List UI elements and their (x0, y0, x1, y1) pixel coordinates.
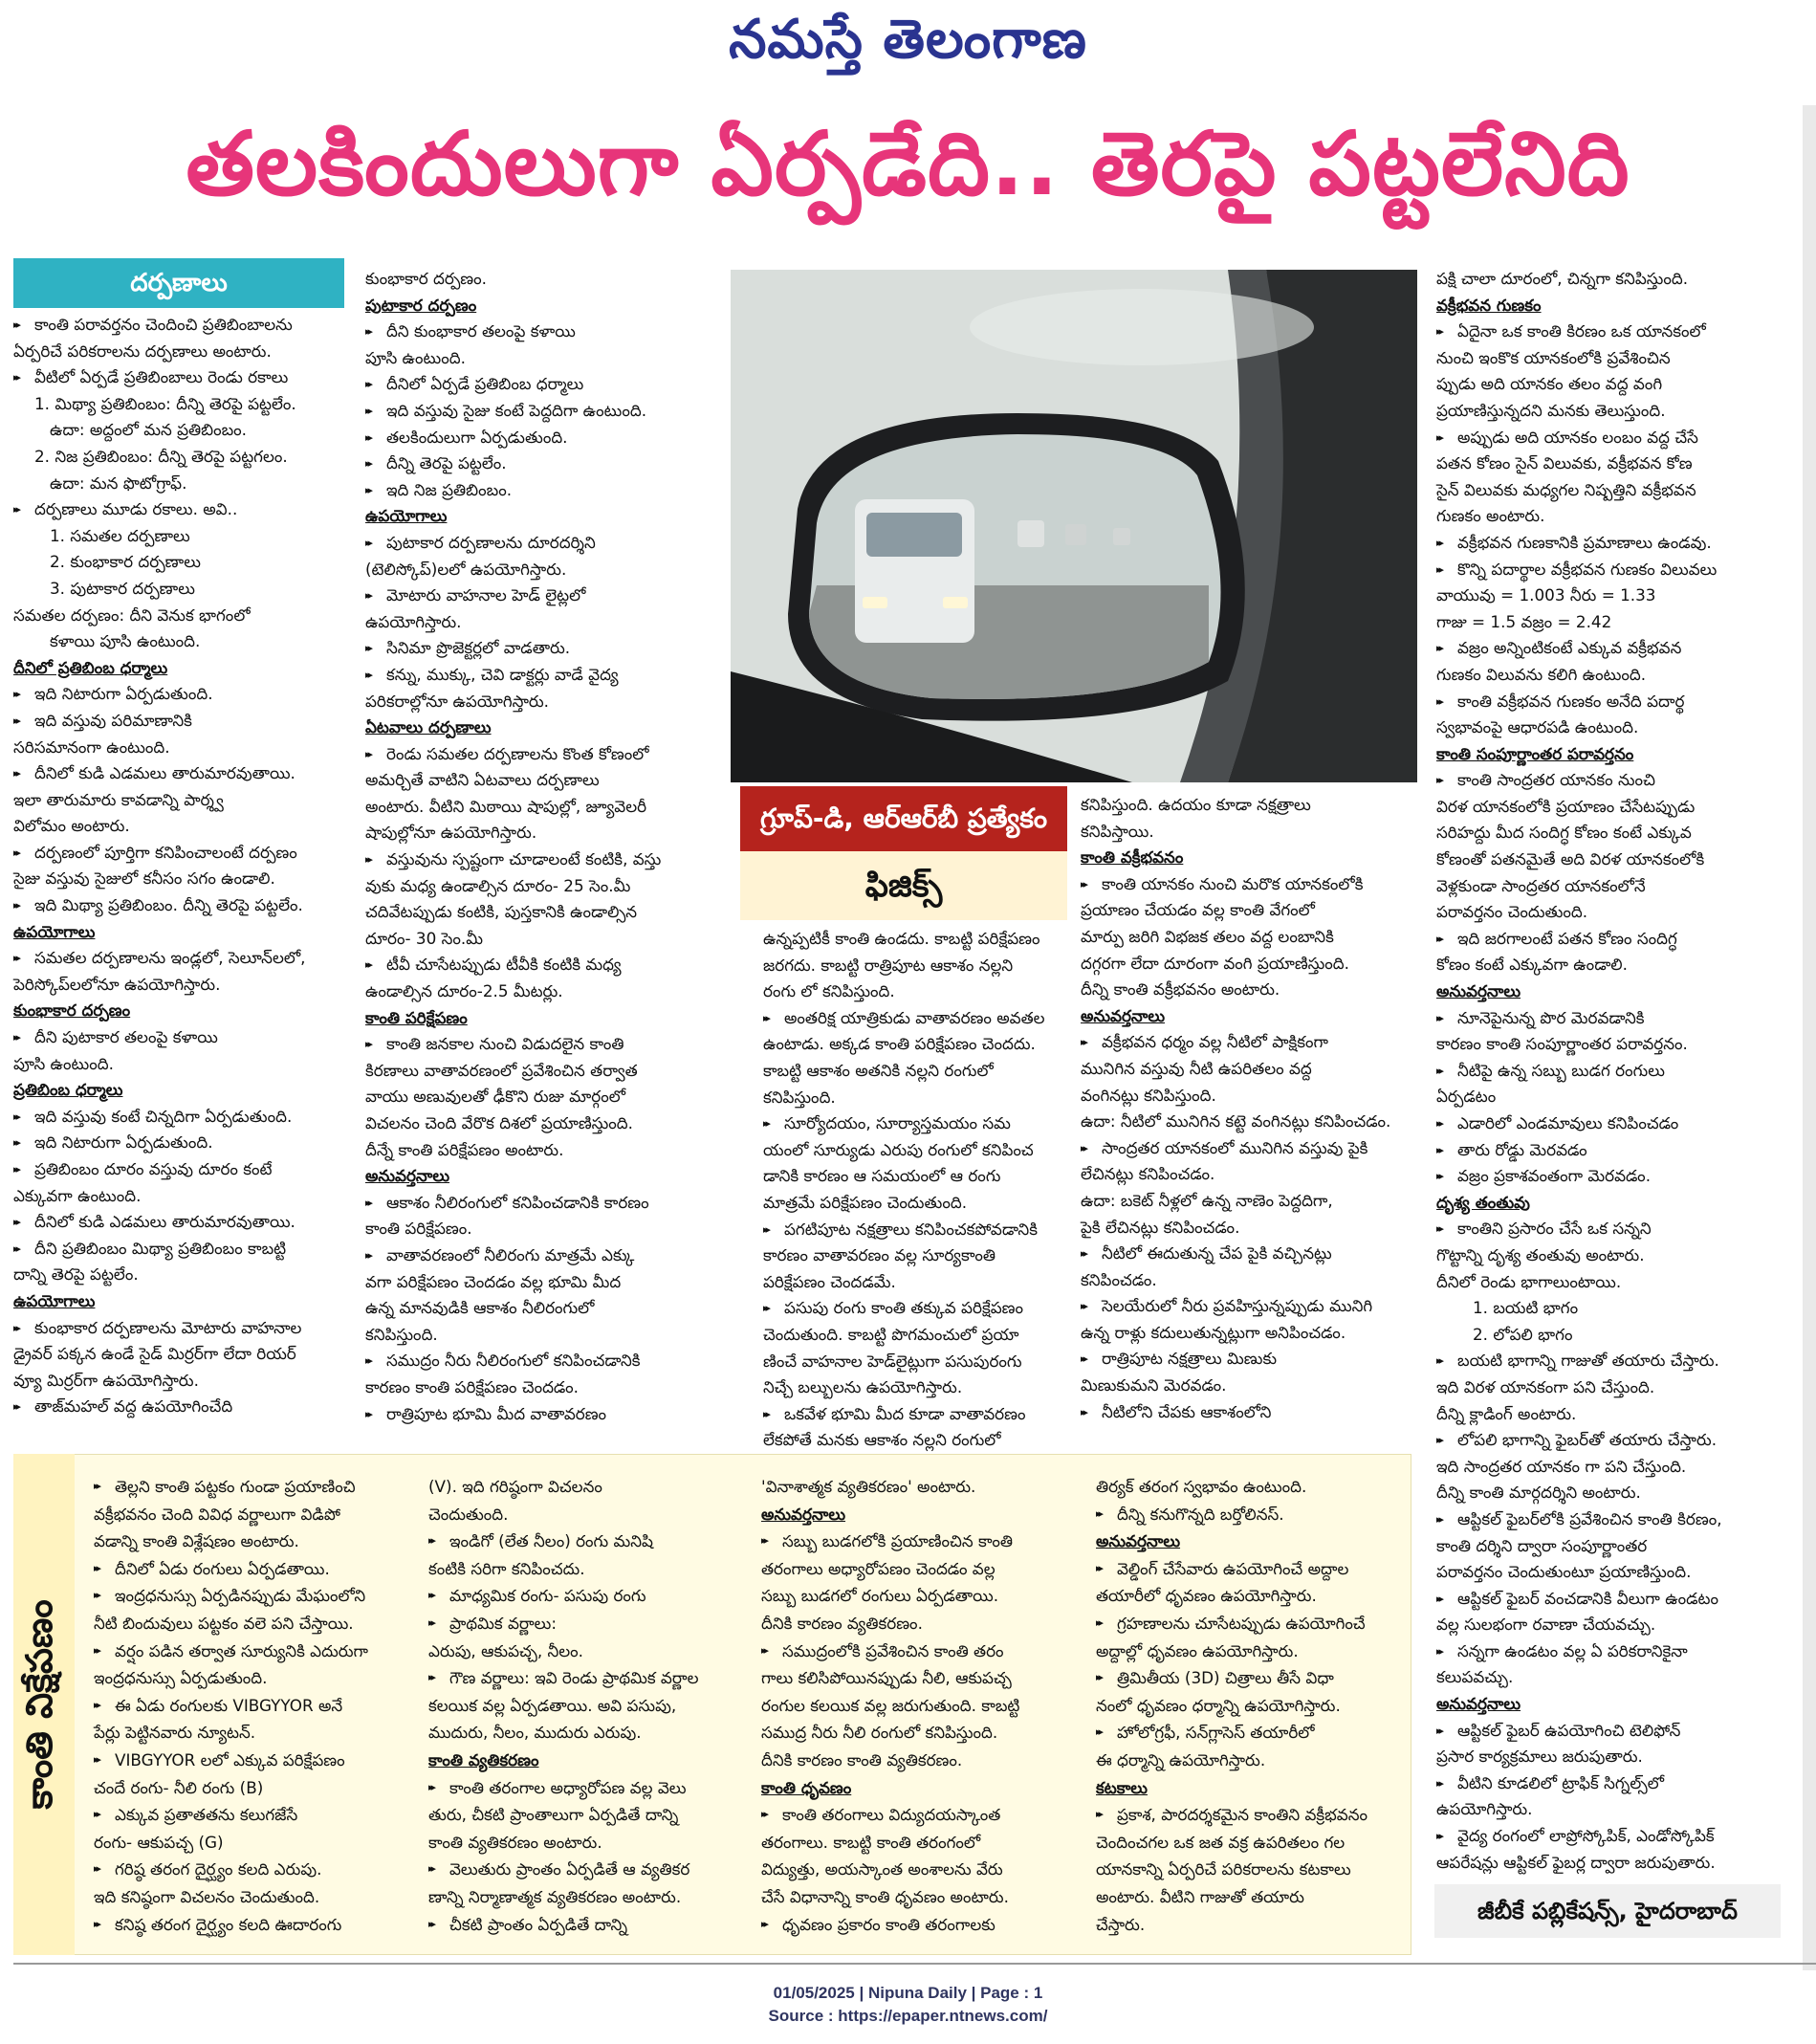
text-line: కారణం వాతావరణం వల్ల సూర్యకాంతి (763, 1245, 996, 1265)
bullet-item: ▸▸ హోలోగ్రఫీ, సన్‌గ్లాసెస్ తయారీలో (1096, 1719, 1404, 1747)
text-line: చెందుతుంది. (428, 1504, 509, 1524)
special-edition-banner: గ్రూప్-డి, ఆర్ఆర్‌బీ ప్రత్యేకం (740, 786, 1067, 851)
section-heading: దృశ్య తంతువు (1436, 1192, 1530, 1212)
text-line: లేచినట్లు కనిపించడం. (1081, 1164, 1215, 1184)
text-line: ఉపయోగిస్తారు. (365, 611, 462, 631)
text-line: ఉదా: మన ఫొటోగ్రాఫ్. (50, 473, 187, 493)
bullet-item: ▸▸ దీనిలో కుడి ఎడమలు తారుమారవుతాయి. (13, 760, 348, 787)
text-line: పూసి ఉంటుంది. (13, 1053, 114, 1073)
section-heading: కాంతి వ్యతికరణం (428, 1749, 539, 1769)
bullet-item: ▸▸ పుటాకార దర్పణాలను దూరదర్శిని (365, 530, 710, 557)
bullet-item: ▸▸ వజ్రం ప్రకాశవంతంగా మెరవడం. (1436, 1163, 1781, 1190)
text-line: అంటారు. వీటిని గాజుతో తయారు (1096, 1886, 1304, 1906)
text-line: డ్రైవర్ పక్కన ఉండే సైడ్ మిర్రర్‌గా లేదా రియర్ (13, 1344, 296, 1364)
text-line: పరావర్తనం చెందుతుంటూ ప్రయాణిస్తుంది. (1436, 1562, 1692, 1582)
text-line: విచలనం చెంది వేరొక దిశలో ప్రయాణిస్తుంది. (365, 1113, 633, 1132)
page-footer (0, 1982, 1816, 2028)
bullet-item: ▸▸ మోటారు వాహనాల హెడ్ లైట్లలో (365, 582, 710, 609)
text-line: పక్షి చాలా దూరంలో, చిన్నగా కనిపిస్తుంది. (1436, 269, 1689, 288)
text-line: కాంతి దర్శిని ద్వారా సంపూర్ణాంతర (1436, 1535, 1648, 1555)
section-heading: కాంతి ధృవణం (761, 1777, 852, 1797)
text-line: దాన్ని తెరపై పట్టలేం. (13, 1264, 139, 1285)
text-line: చెందించగల ఒక జత వక్ర ఉపరితలం గల (1096, 1832, 1346, 1852)
text-line: కోణం కంటే ఎక్కువగా ఉండాలి. (1436, 955, 1628, 975)
section-heading: వక్రీభవన గుణకం (1436, 295, 1542, 315)
section-heading: ప్రతిబింబ ధర్మాలు (13, 1080, 123, 1100)
text-line: కనిపిస్తుంది. ఉదయం కూడా నక్షత్రాలు (1081, 795, 1311, 814)
text-line: సమతల దర్పణం: దీని వెనుక భాగంలో (13, 604, 251, 625)
text-line: (టెలిస్కోప్)లలో ఉపయోగిస్తారు. (365, 559, 567, 579)
text-line: స్వభావంపై ఆధారపడి ఉంటుంది. (1436, 717, 1639, 737)
bullet-item: ▸▸ ఇంద్రధనుస్సు ఏర్పడినప్పుడు మేఘంలోని (94, 1582, 409, 1610)
bullet-item: ▸▸ కాంతిని ప్రసారం చేసే ఒక సన్నని (1436, 1216, 1781, 1242)
text-line: వడాన్ని కాంతి విశ్లేషణం అంటారు. (94, 1531, 299, 1551)
bullet-item: ▸▸ బయటి భాగాన్ని గాజుతో తయారు చేస్తారు. (1436, 1348, 1781, 1374)
text-line: మార్పు జరిగి విభజక తలం వద్ద లంబానికి (1081, 926, 1334, 946)
bullet-item: ▸▸ దీనిలో ఏడు రంగులు ఏర్పడతాయి. (94, 1555, 409, 1583)
text-line: నుంచి ఇంకొక యానకంలోకి ప్రవేశించిన (1436, 347, 1671, 367)
bullet-item: ▸▸ ఇండిగో (లేత నీలం) రంగు మనిషి (428, 1528, 738, 1555)
section-heading: పుటాకార దర్పణం (365, 295, 477, 315)
text-line: సముద్ర నీరు నీలి రంగులో కనిపిస్తుంది. (761, 1723, 998, 1743)
text-line: ఇలా తారుమారు కావడాన్ని పార్శ్వ (13, 789, 224, 809)
text-line: ఈ ధర్మాన్ని ఉపయోగిస్తారు. (1096, 1749, 1266, 1769)
text-line: 1. సమతల దర్పణాలు (50, 525, 190, 545)
text-line: కనిపిస్తుంది. (365, 1324, 438, 1344)
text-line: మిణుకుమని మెరవడం. (1081, 1375, 1227, 1396)
footer-source-line: Source : https://epaper.ntnews.com/ (768, 2007, 1048, 2025)
bullet-item: ▸▸ వర్షం పడిన తర్వాత సూర్యునికి ఎదురుగా (94, 1637, 409, 1665)
text-line: పూసి ఉంటుంది. (365, 347, 466, 367)
bullet-item: ▸▸ ఆప్టికల్ ఫైబర్ వంచడానికి వీలుగా ఉండటం (1436, 1586, 1781, 1613)
text-line: వల్ల సులభంగా రవాణా చేయవచ్చు. (1436, 1615, 1656, 1635)
bullet-item: ▸▸ దీని ప్రతిబింబం మిథ్యా ప్రతిబింబం కాబట్టి (13, 1236, 348, 1263)
bullet-item: ▸▸ ఇది నిజ ప్రతిబింబం. (365, 477, 710, 504)
bullet-item: ▸▸ గరిష్ఠ తరంగ దైర్ఘ్యం కలది ఎరుపు. (94, 1856, 409, 1883)
bullet-item: ▸▸ ఆప్టికల్ ఫైబర్ ఉపయోగించి టెలిఫోన్ (1436, 1718, 1781, 1745)
bullet-item: ▸▸ నీటిపై ఉన్న సబ్బు బుడగ రంగులు (1436, 1058, 1781, 1085)
text-line: విరళ యానకంలోకి ప్రయాణం చేసేటప్పుడు (1436, 796, 1696, 816)
section-heading: అనువర్తనాలు (365, 1166, 450, 1186)
bullet-item: ▸▸ వజ్రం అన్నింటికంటే ఎక్కువ వక్రీభవన (1436, 635, 1781, 662)
text-line: ఉన్నప్పటికీ కాంతి ఉండదు. కాబట్టి పరిక్షేపణం (763, 929, 1040, 948)
bullet-item: ▸▸ వక్రీభవన ధర్మం వల్ల నీటిలో పాక్షికంగా (1081, 1029, 1417, 1056)
text-line: కుంభాకార దర్పణం. (365, 269, 487, 288)
bullet-item: ▸▸ ప్రకాశ, పారదర్శకమైన కాంతిని వక్రీభవనం (1096, 1801, 1404, 1829)
text-line: మునిగిన వస్తువు నీటి ఉపరితలం వద్ద (1081, 1058, 1312, 1078)
text-line: పతన కోణం సైన్ విలువకు, వక్రీభవన కోణ (1436, 453, 1693, 473)
bullet-item: ▸▸ త్రిమితీయ (3D) చిత్రాలు తీసే విధా (1096, 1664, 1404, 1692)
footer-date-line: 01/05/2025 | Nipuna Daily | Page : 1 (773, 1984, 1043, 2002)
bullet-item: ▸▸ తాజ్‌మహల్ వద్ద ఉపయోగించేది (13, 1394, 348, 1420)
text-line: దీన్ని క్లాడింగ్ అంటారు. (1436, 1403, 1577, 1423)
bullet-item: ▸▸ తలకిందులుగా ఏర్పడుతుంది. (365, 425, 710, 451)
text-line: మాత్రమే పరిక్షేపణం చెందుతుంది. (763, 1192, 968, 1212)
bullet-item: ▸▸ తెల్లని కాంతి పట్టకం గుండా ప్రయాణించి (94, 1473, 409, 1501)
box-column-3 (761, 1473, 1083, 1938)
text-line: 2. నిజ ప్రతిబింబం: దీన్ని తెరపై పట్టగలం. (34, 446, 288, 466)
bullet-item: ▸▸ ఇది జరగాలంటే పతన కోణం సందిగ్ధ (1436, 926, 1781, 953)
text-line: కనిపిస్తాయి. (1081, 821, 1154, 841)
bullet-item: ▸▸ ఒకవేళ భూమి మీద కూడా వాతావరణం (763, 1401, 1065, 1428)
text-line: అద్దాల్లో ధృవణం ఉపయోగిస్తారు. (1096, 1640, 1299, 1660)
bullet-item: ▸▸ ఇది నిటారుగా ఏర్పడుతుంది. (13, 681, 348, 708)
text-line: పరికరాల్లోనూ ఉపయోగిస్తారు. (365, 691, 550, 711)
bullet-item: ▸▸ నూనెపైనున్న పొర మెరవడానికి (1436, 1005, 1781, 1032)
bullet-item: ▸▸ వెలుతురు ప్రాంతం ఏర్పడితే ఆ వ్యతికర (428, 1856, 738, 1883)
text-line: యంలో సూర్యుడు ఎరుపు రంగులో కనిపించ (763, 1139, 1034, 1159)
dispersion-box-label (13, 1454, 75, 1955)
section-heading: కాంతి సంపూర్ణాంతర పరావర్తనం (1436, 743, 1634, 763)
text-line: సైన్ విలువకు మధ్యగల నిష్పత్తిని వక్రీభవన (1436, 479, 1696, 499)
bullet-item: ▸▸ దీని కుంభాకార తలంపై కళాయి (365, 319, 710, 345)
text-line: ఉదా: బకెట్ నీళ్లలో ఉన్న నాణెం పెద్దదిగా, (1081, 1190, 1333, 1210)
text-line: పెరిస్కోప్‌లలోనూ ఉపయోగిస్తారు. (13, 974, 221, 994)
text-line: ఇది సాంద్రతర యానకం గా పని చేస్తుంది. (1436, 1456, 1687, 1476)
bullet-item: ▸▸ కుంభాకార దర్పణాలను మోటారు వాహనాల (13, 1315, 348, 1342)
text-line: ముదురు, నీలం, ముదురు ఎరుపు. (428, 1723, 642, 1743)
text-line: వక్రీభవనం చెంది వివిధ వర్ణాలుగా విడిపో (94, 1504, 340, 1524)
text-line: విద్యుత్తు, అయస్కాంత అంశాలను వేరు (761, 1859, 1003, 1879)
text-line: దీన్ని కాంతి మార్గదర్శిని అంటారు. (1436, 1483, 1641, 1503)
bullet-item: ▸▸ అప్పుడు అది యానకం లంబం వద్ద చేసే (1436, 425, 1781, 451)
text-line: 'వినాశాత్మక వ్యతికరణం' అంటారు. (761, 1477, 976, 1496)
bullet-item: ▸▸ సబ్బు బుడగలోకి ప్రయాణించిన కాంతి (761, 1528, 1083, 1555)
text-line: కాంతి వ్యతికరణం అంటారు. (428, 1832, 602, 1852)
section-heading: అనువర్తనాలు (1436, 981, 1521, 1001)
text-line: లేకపోతే మనకు ఆకాశం నల్లని రంగులో (763, 1430, 1001, 1450)
publisher-credit: జీబీకే పబ్లికేషన్స్, హైదరాబాద్ (1434, 1884, 1781, 1938)
bullet-item: ▸▸ చీకటి ప్రాంతం ఏర్పడితే దాన్ని (428, 1911, 738, 1939)
rearview-mirror-photo (731, 270, 1417, 782)
text-line: ఏర్పడటం (1436, 1087, 1497, 1107)
bullet-item: ▸▸ ఇది వస్తువు సైజు కంటే పెద్దదిగా ఉంటుంది. (365, 398, 710, 425)
bullet-item: ▸▸ రాత్రిపూట నక్షత్రాలు మిణుకు (1081, 1346, 1417, 1373)
bullet-item: ▸▸ ఈ ఏడు రంగులకు VIBGYYOR అనే (94, 1692, 409, 1720)
bullet-item: ▸▸ సూర్యోదయం, సూర్యాస్తమయం సమ (763, 1110, 1065, 1137)
text-line: సైజు వస్తువు సైజులో కనీసం సగం ఉండాలి. (13, 868, 275, 889)
bullet-item: ▸▸ కాంతి తరంగాల అధ్యారోపణ వల్ల వెలు (428, 1774, 738, 1802)
text-line: సరిహద్దు మీద సందిగ్ధ కోణం కంటే ఎక్కువ (1436, 823, 1692, 843)
bullet-item: ▸▸ పగటిపూట నక్షత్రాలు కనిపించకపోవడానికి (763, 1217, 1065, 1243)
text-line: దీన్ని కాంతి వక్రీభవనం అంటారు. (1081, 979, 1280, 1000)
section-heading: ఉపయోగాలు (13, 921, 96, 941)
bullet-item: ▸▸ తారు రోడ్డు మెరవడం (1436, 1137, 1781, 1164)
text-line: ప్రసార కార్యక్రమాలు జరుపుతారు. (1436, 1747, 1643, 1767)
bullet-item: ▸▸ టీవీ చూసేటప్పుడు టీవీకి కంటికి మధ్య (365, 952, 710, 978)
bullet-item: ▸▸ వాతావరణంలో నీలిరంగు మాత్రమే ఎక్కు (365, 1242, 710, 1269)
bullet-item: ▸▸ కాంతి పరావర్తనం చెందించి ప్రతిబింబాలను (13, 312, 348, 339)
text-line: కలయిక వల్ల ఏర్పడతాయి. అవి పసుపు, (428, 1695, 677, 1715)
text-line: డానికి కారణం ఆ సమయంలో ఆ రంగు (763, 1166, 1001, 1186)
bullet-item: ▸▸ దీన్ని తెరపై పట్టలేం. (365, 451, 710, 477)
text-line: గాజు = 1.5 వజ్రం = 2.42 (1436, 611, 1612, 631)
text-line: ఏర్పరిచే పరికరాలను దర్పణాలు అంటారు. (13, 341, 272, 361)
text-line: సబ్బు బుడగలో రంగులు ఏర్పడతాయి. (761, 1586, 999, 1606)
text-line: సరిసమానంగా ఉంటుంది. (13, 736, 170, 757)
text-line: చందే రంగు- నీలి రంగు (B) (94, 1777, 264, 1797)
text-line: చదివేటప్పుడు కంటికి, పుస్తకానికి ఉండాల్సిన (365, 902, 638, 922)
text-line: దీనిలో రెండు భాగాలుంటాయి. (1436, 1271, 1622, 1291)
text-line: అంటారు. వీటిని మిఠాయి షాపుల్లో, జ్యూవెలరీ (365, 796, 647, 816)
text-line: వ్యూ మిర్రర్‌గా ఉపయోగిస్తారు. (13, 1370, 199, 1390)
text-line: పేర్లు పెట్టినవారు న్యూటన్. (94, 1723, 256, 1743)
text-line: ఆపరేషన్లు ఆప్టికల్ ఫైబర్ల ద్వారా జరుపుతారు. (1436, 1852, 1716, 1872)
bullet-item: ▸▸ కన్ను, ముక్కు, చెవి డాక్టర్లు వాడే వైద్య (365, 662, 710, 689)
bullet-item: ▸▸ సెలయేరులో నీరు ప్రవహిస్తున్నప్పుడు మునిగి (1081, 1293, 1417, 1320)
bullet-item: ▸▸ గ్రహణాలను చూసేటప్పుడు ఉపయోగించే (1096, 1610, 1404, 1637)
vertical-label-text: కాంతి విక్షేపణం (18, 1599, 60, 1810)
text-line: కారణం కాంతి సంపూర్ణాంతర పరావర్తనం. (1436, 1034, 1688, 1054)
bullet-item: ▸▸ సముద్రం నీరు నీలిరంగులో కనిపించడానికి (365, 1348, 710, 1374)
bullet-item: ▸▸ కొన్ని పదార్థాల వక్రీభవన గుణకం విలువలు (1436, 557, 1781, 583)
text-line: ణాన్ని నిర్మాణాత్మక వ్యతికరణం అంటారు. (428, 1886, 682, 1906)
masthead-logo: నమస్తే తెలంగాణ (729, 8, 1087, 71)
bullet-item: ▸▸ గౌణ వర్ణాలు: ఇవి రెండు ప్రాథమిక వర్ణాల (428, 1664, 738, 1692)
bullet-item: ▸▸ వీటిని కూడలిలో ట్రాఫిక్ సిగ్నల్స్‌లో (1436, 1770, 1781, 1797)
text-line: చేసే విధానాన్ని కాంతి ధృవణం అంటారు. (761, 1886, 1009, 1906)
text-line: వెళ్లకుండా సాంద్రతర యానకంలోనే (1436, 875, 1646, 895)
text-line: ఉదా: నీటిలో మునిగిన కట్టె వంగినట్లు కనిపించడం. (1081, 1111, 1391, 1132)
bullet-item: ▸▸ వైద్య రంగంలో లాప్రోస్కోపిక్, ఎండోస్కోపిక్ (1436, 1823, 1781, 1850)
section-heading: ఉపయోగాలు (13, 1290, 96, 1310)
bullet-item: ▸▸ సినిమా ప్రొజెక్టర్లలో వాడతారు. (365, 635, 710, 662)
footer-rule (13, 1963, 1816, 1965)
bullet-item: ▸▸ కాంతి జనకాల నుంచి విడుదలైన కాంతి (365, 1031, 710, 1058)
text-line: ఉండాల్సిన దూరం-2.5 మీటర్లు. (365, 981, 563, 1001)
text-line: ఇంద్రధనుస్సు ఏర్పడుతుంది. (94, 1668, 268, 1688)
section-heading: దీనిలో ప్రతిబింబ ధర్మాలు (13, 657, 168, 677)
text-line: దూరం- 30 సెం.మీ (365, 928, 483, 948)
bullet-item: ▸▸ దర్పణంలో పూర్తిగా కనిపించాలంటే దర్పణం (13, 840, 348, 867)
text-line: తరంగాలు. కాబట్టి కాంతి తరంగంలో (761, 1832, 981, 1852)
text-line: ణించే వాహనాల హెడ్‌లైట్లుగా పసుపురంగు (763, 1351, 1022, 1371)
bullet-item: ▸▸ లోపలి భాగాన్ని ఫైబర్‌తో తయారు చేస్తారు. (1436, 1427, 1781, 1454)
bullet-item: ▸▸ సన్నగా ఉండటం వల్ల ఏ పరికరానికైనా (1436, 1638, 1781, 1665)
text-line: ఇది కనిష్ఠంగా విచలనం చెందుతుంది. (94, 1886, 320, 1906)
bullet-item: ▸▸ సముద్రంలోకి ప్రవేశించిన కాంతి తరం (761, 1637, 1083, 1665)
bullet-item: ▸▸ ఆకాశం నీలిరంగులో కనిపించడానికి కారణం (365, 1190, 710, 1217)
bullet-item: ▸▸ ఇది నిటారుగా ఏర్పడుతుంది. (13, 1130, 348, 1156)
text-line: గొట్టాన్ని దృశ్య తంతువు అంటారు. (1436, 1244, 1645, 1264)
bullet-item: ▸▸ ప్రాథమిక వర్ణాలు: (428, 1610, 738, 1637)
bullet-item: ▸▸ దీనిలో ఏర్పడే ప్రతిబింబ ధర్మాలు (365, 371, 710, 398)
bullet-item: ▸▸ అంతరిక్ష యాత్రికుడు వాతావరణం అవతల (763, 1005, 1065, 1032)
section-heading: కాంతి వక్రీభవనం (1081, 847, 1184, 868)
bullet-item: ▸▸ దీన్ని కనుగొన్నది బర్తోలినస్. (1096, 1501, 1404, 1528)
text-line: దీన్నే కాంతి పరిక్షేపణం అంటారు. (365, 1139, 564, 1159)
text-line: 2. కుంభాకార దర్పణాలు (50, 552, 201, 572)
text-line: తురు, చీకటి ప్రాంతాలుగా ఏర్పడితే దాన్ని (428, 1805, 679, 1825)
text-line: వాయు అణువులతో ఢీకొని రుజు మార్గంలో (365, 1087, 626, 1107)
section-heading: అనువర్తనాలు (1081, 1005, 1166, 1025)
bullet-item: ▸▸ కనిష్ఠ తరంగ దైర్ఘ్యం కలది ఊదారంగు (94, 1911, 409, 1939)
bullet-item: ▸▸ సాంద్రతర యానకంలో మునిగిన వస్తువు పైకి (1081, 1135, 1417, 1162)
text-line: (V). ఇది గరిష్ఠంగా విచలనం (428, 1477, 602, 1496)
text-line: కలుపవచ్చు. (1436, 1667, 1514, 1687)
text-line: ఎరుపు, ఆకుపచ్చ, నీలం. (428, 1640, 584, 1660)
text-line: దగ్గరగా లేదా దూరంగా వంగి ప్రయాణిస్తుంది. (1081, 953, 1349, 973)
section-heading: ఏటవాలు దర్పణాలు (365, 717, 492, 737)
text-line: ఎక్కువగా ఉంటుంది. (13, 1185, 142, 1205)
text-line: కోణంతో పతనమైతే అది విరళ యానకంలోకి (1436, 849, 1705, 869)
bullet-item: ▸▸ ఇది వస్తువు పరిమాణానికి (13, 708, 348, 735)
bullet-item: ▸▸ సమతల దర్పణాలను ఇండ్లలో, సెలూన్‌లలో, (13, 945, 348, 972)
bullet-item: ▸▸ పసుపు రంగు కాంతి తక్కువ పరిక్షేపణం (763, 1295, 1065, 1322)
bullet-item: ▸▸ ఏదైనా ఒక కాంతి కిరణం ఒక యానకంలో (1436, 319, 1781, 345)
right-scroll-margin (1803, 105, 1816, 1970)
box-column-2 (428, 1473, 738, 1938)
text-line: గాలు కలిసిపోయినప్పుడు నీలి, ఆకుపచ్చ (761, 1668, 1012, 1688)
bullet-item: ▸▸ ఇది వస్తువు కంటే చిన్నదిగా ఏర్పడుతుంది. (13, 1104, 348, 1131)
text-line: కనిపించడం. (1081, 1269, 1157, 1289)
bullet-item: ▸▸ నీటిలో ఈదుతున్న చేప పైకి వచ్చినట్లు (1081, 1241, 1417, 1267)
bullet-item: ▸▸ దీనిలో కుడి ఎడమలు తారుమారవుతాయి. (13, 1209, 348, 1236)
text-line: ఉదా: అద్దంలో మన ప్రతిబింబం. (50, 420, 248, 440)
text-line: 1. మిథ్యా ప్రతిబింబం: దీన్ని తెరపై పట్టలేం. (34, 393, 296, 413)
text-line: షాపుల్లోనూ ఉపయోగిస్తారు. (365, 823, 537, 843)
text-line: వగా పరిక్షేపణం చెందడం వల్ల భూమి మీద (365, 1271, 622, 1291)
box-column-4 (1096, 1473, 1404, 1938)
text-line: 2. లోపలి భాగం (1473, 1324, 1573, 1344)
text-line: రంగు- ఆకుపచ్చ (G) (94, 1832, 224, 1852)
text-line: పరిక్షేపణం చెందడమే. (763, 1271, 896, 1291)
text-line: గుణకం అంటారు. (1436, 506, 1545, 526)
section-heading: కుంభాకార దర్పణం (13, 1000, 131, 1021)
text-line: పరావర్తనం చెందుతుంది. (1436, 902, 1588, 922)
subject-label: ఫిజిక్స్ (740, 851, 1067, 920)
bullet-item: ▸▸ దీని పుటాకార తలంపై కళాయి (13, 1024, 348, 1051)
text-line: గుణకం విలువను కలిగి ఉంటుంది. (1436, 664, 1647, 684)
text-line: ఉంటాడు. అక్కడ కాంతి పరిక్షేపణం చెందదు. (763, 1034, 1036, 1054)
page-headline: తలకిందులుగా ఏర్పడేది.. తెరపై పట్టలేనిది (186, 113, 1630, 215)
text-line: నిచ్చే బల్బులను ఉపయోగిస్తారు. (763, 1377, 963, 1397)
text-line: ప్రయాణిస్తున్నదని మనకు తెలుస్తుంది. (1436, 400, 1666, 420)
section-heading: ఉపయోగాలు (365, 506, 448, 526)
text-line: కాంతి పరిక్షేపణం. (365, 1219, 472, 1239)
section-heading: కాంతి పరిక్షేపణం (365, 1007, 468, 1027)
text-line: జరగదు. కాబట్టి రాత్రిపూట ఆకాశం నల్లని (763, 955, 1014, 975)
column-2 (365, 266, 710, 1427)
column-1 (13, 312, 348, 1420)
text-line: ఉన్న రాళ్లు కదులుతున్నట్లుగా అనిపించడం. (1081, 1322, 1346, 1342)
section-heading: అనువర్తనాలు (761, 1504, 846, 1524)
section-title-mirrors: దర్పణాలు (13, 258, 344, 308)
text-line: తిర్యక్ తరంగ స్వభావం ఉంటుంది. (1096, 1477, 1307, 1496)
text-line: ఉన్న మానవుడికి ఆకాశం నీలిరంగులో (365, 1298, 595, 1318)
car-mirror-illustration (731, 270, 1417, 782)
text-line: రంగుల కలయిక వల్ల జరుగుతుంది. కాబట్టి (761, 1695, 1020, 1715)
bullet-item: ▸▸ ఎడారిలో ఎండమావులు కనిపించడం (1436, 1110, 1781, 1137)
text-line: చెందుతుంది. కాబట్టి పొగమంచులో ప్రయా (763, 1324, 1019, 1344)
bullet-item: ▸▸ రెండు సమతల దర్పణాలను కొంత కోణంలో (365, 741, 710, 768)
text-line: నంలో ధృవణం ధర్మాన్ని ఉపయోగిస్తారు. (1096, 1695, 1341, 1715)
bullet-item: ▸▸ వస్తువును స్పష్టంగా చూడాలంటే కంటికి, వస్తు (365, 846, 710, 873)
text-line: ప్రయాణం చేయడం వల్ల కాంతి వేగంలో (1081, 900, 1315, 920)
text-line: కిరణాలు వాతావరణంలో ప్రవేశించిన తర్వాత (365, 1060, 638, 1080)
text-line: వంగినట్లు కనిపిస్తుంది. (1081, 1085, 1216, 1105)
section-heading: అనువర్తనాలు (1096, 1531, 1181, 1551)
text-line: 3. పుటాకార దర్పణాలు (50, 578, 195, 598)
column-3 (763, 926, 1065, 1454)
bullet-item: ▸▸ మాధ్యమిక రంగు- పసుపు రంగు (428, 1582, 738, 1610)
bullet-item: ▸▸ వక్రీభవన గుణకానికి ప్రమాణాలు ఉండవు. (1436, 530, 1781, 557)
text-line: విలోమం అంటారు. (13, 816, 130, 836)
text-line: చేస్తారు. (1096, 1914, 1146, 1934)
bullet-item: ▸▸ దర్పణాలు మూడు రకాలు. అవి.. (13, 496, 348, 523)
text-line: అమర్చితే వాటిని ఏటవాలు దర్పణాలు (365, 770, 600, 790)
box-column-1 (94, 1473, 409, 1938)
text-line: దీనికి కారణం కాంతి వ్యతికరణం. (761, 1749, 963, 1769)
bullet-item: ▸▸ కాంతి తరంగాలు విద్యుదయస్కాంత (761, 1801, 1083, 1829)
bullet-item: ▸▸ కాంతి వక్రీభవన గుణకం అనేది పదార్థ (1436, 689, 1781, 715)
text-line: రంగు లో కనిపిస్తుంది. (763, 981, 895, 1001)
bullet-item: ▸▸ VIBGYYOR లలో ఎక్కువ పరిక్షేపణం (94, 1747, 409, 1774)
text-line: తయారీలో ధృవణం ఉపయోగిస్తారు. (1096, 1586, 1317, 1606)
section-heading: అనువర్తనాలు (1436, 1694, 1521, 1714)
bullet-item: ▸▸ వీటిలో ఏర్పడే ప్రతిబింబాలు రెండు రకాలు (13, 364, 348, 391)
text-line: యానకాన్ని ఏర్పరిచే పరికరాలను కటకాలు (1096, 1859, 1351, 1879)
bullet-item: ▸▸ ఎక్కువ ప్రతాతతను కలుగజేసే (94, 1801, 409, 1829)
text-line: కంటికి సరిగా కనిపించదు. (428, 1558, 585, 1578)
bullet-item: ▸▸ వెల్డింగ్ చేసేవారు ఉపయోగించే అద్దాల (1096, 1555, 1404, 1583)
text-line: ప్పుడు అది యానకం తలం వద్ద వంగి (1436, 374, 1663, 394)
bullet-item: ▸▸ ఇది మిథ్యా ప్రతిబింబం. దీన్ని తెరపై పట్టలేం. (13, 892, 348, 919)
text-line: ఇది విరళ యానకంగా పని చేస్తుంది. (1436, 1376, 1655, 1396)
text-line: ఉపయోగిస్తారు. (1436, 1799, 1533, 1819)
text-line: కాబట్టి ఆకాశం అతనికి నల్లని రంగులో కనిపిస్తుంది. (763, 1060, 994, 1107)
text-line: దీనికి కారణం వ్యతికరణం. (761, 1613, 923, 1633)
text-line: కారణం కాంతి పరిక్షేపణం చెందడం. (365, 1376, 579, 1396)
text-line: వుకు మధ్య ఉండాల్సిన దూరం- 25 సెం.మీ (365, 875, 631, 895)
section-heading: కటకాలు (1096, 1777, 1148, 1797)
bullet-item: ▸▸ నీటిలోని చేపకు ఆకాశంలోని (1081, 1399, 1417, 1426)
text-line: నీటి బిందువులు పట్టకం వలె పని చేస్తాయి. (94, 1613, 354, 1633)
text-line: 1. బయటి భాగం (1473, 1298, 1579, 1318)
text-line: వాయువు = 1.003 నీరు = 1.33 (1436, 585, 1656, 605)
bullet-item: ▸▸ ఆప్టికల్ ఫైబర్‌లోకి ప్రవేశించిన కాంతి కిరణం, (1436, 1506, 1781, 1533)
column-5 (1436, 266, 1781, 1876)
bullet-item: ▸▸ ప్రతిబింబం దూరం వస్తువు దూరం కంటే (13, 1156, 348, 1183)
bullet-item: ▸▸ కాంతి సాంద్రతర యానకం నుంచి (1436, 767, 1781, 794)
column-4 (1081, 792, 1417, 1425)
text-line: పైకి లేచినట్లు కనిపించడం. (1081, 1217, 1240, 1237)
text-line: తరంగాలు అధ్యారోపణం చెందడం వల్ల (761, 1558, 996, 1578)
bullet-item: ▸▸ కాంతి యానకం నుంచి మరొక యానకంలోకి (1081, 871, 1417, 898)
text-line: కళాయి పూసి ఉంటుంది. (50, 631, 201, 651)
bullet-item: ▸▸ ధృవణం ప్రకారం కాంతి తరంగాలకు (761, 1911, 1083, 1939)
bullet-item: ▸▸ రాత్రిపూట భూమి మీద వాతావరణం (365, 1401, 710, 1428)
